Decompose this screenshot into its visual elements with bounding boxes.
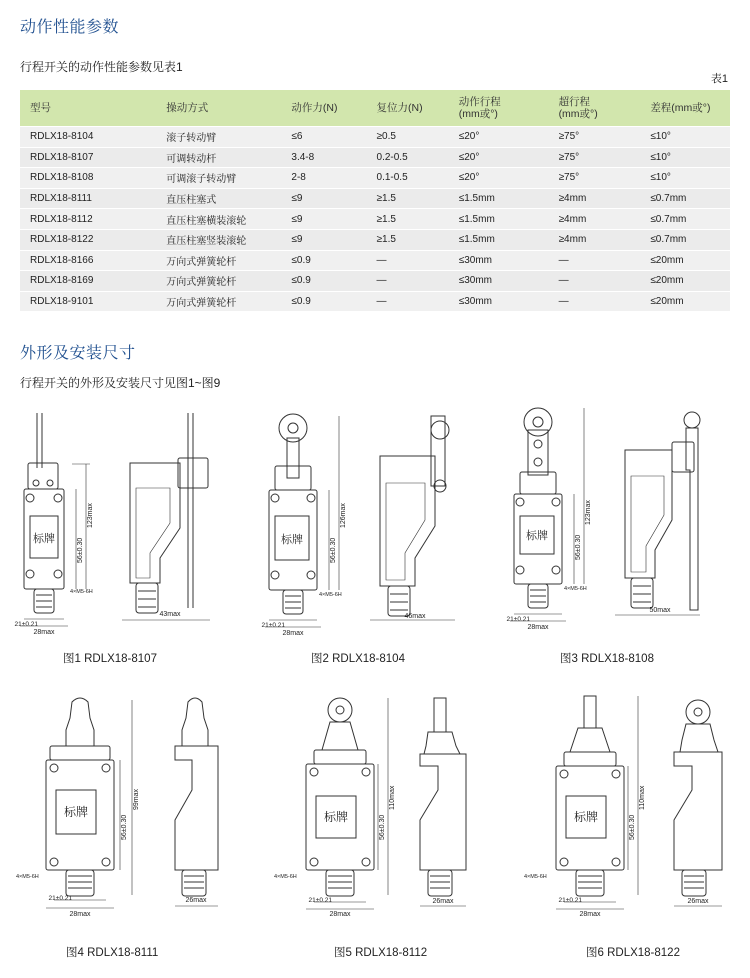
fig1-w28: 28max [33,629,55,636]
table-cell: RDLX18-8107 [20,147,156,168]
table-row [20,209,730,230]
fig4-w28: 28max [69,911,91,918]
table-cell: — [549,291,641,311]
fig3-w28: 28max [527,624,549,631]
table-cell: 0.2-0.5 [367,147,449,168]
table-cell: ≤9 [281,229,366,250]
fig6-width: 26max [687,898,709,905]
fig5-height: 110max [389,785,396,810]
fig5-screw: 4×M5-6H [274,874,297,880]
table-header-cell: 动作力(N) [281,90,366,127]
figure-3-drawing [500,400,740,635]
table-row [20,147,730,168]
table-cell: ≥4mm [549,188,641,209]
fig3-width: 50max [649,607,671,614]
table-cell: 直压柱塞式 [156,188,281,209]
caption-fig5: 图5 RDLX18-8112 [334,947,428,959]
table-cell: 2-8 [281,168,366,189]
figure-1-drawing [10,408,240,638]
table-row [20,168,730,189]
section-title-performance: 动作性能参数 [20,19,120,36]
table-cell: ≥4mm [549,229,641,250]
fig2-nameplate: 标牌 [281,534,303,546]
table-cell: ≥1.5 [367,229,449,250]
table-cell: ≤10° [640,147,730,168]
fig1-h56: 56±0.30 [77,537,84,563]
table-cell: 万向式弹簧轮杆 [156,271,281,292]
fig2-screw: 4×M5-6H [319,592,342,598]
table-cell: ≤1.5mm [449,209,549,230]
fig3-nameplate: 标牌 [526,530,548,542]
table-row [20,188,730,209]
fig4-nameplate: 标牌 [63,805,89,819]
table-cell: — [549,250,641,271]
table-cell: ≤20mm [640,250,730,271]
fig4-w21: 21±0.21 [48,895,72,902]
table-cell: RDLX18-8111 [20,188,156,209]
table-row [20,271,730,292]
figure-2-drawing [255,408,485,638]
table-header-cell: 差程(mm或°) [640,90,730,127]
table-cell: 直压柱塞竖装滚轮 [156,229,281,250]
table-cell: 万向式弹簧轮杆 [156,291,281,311]
table-cell: — [549,271,641,292]
caption-fig2: 图2 RDLX18-8104 [311,653,405,665]
fig2-w21: 21±0.21 [261,622,285,629]
caption-fig6: 图6 RDLX18-8122 [586,947,680,959]
table-cell: ≥75° [549,168,641,189]
table-cell: ≤0.7mm [640,229,730,250]
table-cell: 可调滚子转动臂 [156,168,281,189]
table-row [20,127,730,148]
table-cell: — [367,291,449,311]
table-cell: RDLX18-9101 [20,291,156,311]
fig6-w28: 28max [579,911,601,918]
table-cell: ≥1.5 [367,209,449,230]
fig5-h56: 56±0.30 [379,814,386,840]
fig2-h56: 56±0.30 [330,537,337,563]
fig2-w28: 28max [282,630,304,637]
table-cell: 0.1-0.5 [367,168,449,189]
table-cell: RDLX18-8104 [20,127,156,148]
fig1-screw: 4×M5-6H [70,589,93,595]
fig1-w21: 21±0.21 [14,621,38,628]
caption-fig1: 图1 RDLX18-8107 [63,653,157,665]
table-header-cell: 型号 [20,90,156,127]
table-cell: ≥75° [549,147,641,168]
fig5-w21: 21±0.21 [308,897,332,904]
table-cell: 滚子转动臂 [156,127,281,148]
table-cell: RDLX18-8122 [20,229,156,250]
table-cell: ≤20° [449,168,549,189]
fig3-height: 123max [585,500,592,525]
table-cell: 直压柱塞横装滚轮 [156,209,281,230]
table-cell: ≤0.9 [281,250,366,271]
table-cell: ≤30mm [449,291,549,311]
section-title-dimensions: 外形及安装尺寸 [20,345,136,362]
table-cell: ≤0.7mm [640,209,730,230]
table-cell: 3.4-8 [281,147,366,168]
table-cell: ≥75° [549,127,641,148]
table-cell: ≥4mm [549,209,641,230]
figure-5-drawing [260,690,490,920]
table-cell: ≤20mm [640,271,730,292]
table-row [20,229,730,250]
table-header-cell: 操动方式 [156,90,281,127]
fig4-height: 99max [133,788,140,810]
table-intro: 行程开关的动作性能参数见表1 [20,60,183,74]
table-row [20,291,730,311]
table-cell: 可调转动杆 [156,147,281,168]
table-cell: — [367,271,449,292]
table-cell: — [367,250,449,271]
table-header-row [20,90,730,127]
figure-4-drawing [10,690,240,920]
performance-table [20,90,730,311]
table-cell: ≤0.7mm [640,188,730,209]
table-cell: ≤30mm [449,271,549,292]
fig6-screw: 4×M5-6H [524,874,547,880]
table-cell: RDLX18-8112 [20,209,156,230]
fig5-nameplate: 标牌 [323,810,349,824]
fig6-height: 110max [639,785,646,810]
table-cell: ≤0.9 [281,291,366,311]
table-header-cell: 超行程 (mm或°) [549,90,641,127]
fig5-width: 26max [432,898,454,905]
table-cell: ≤10° [640,127,730,148]
table-cell: ≤1.5mm [449,188,549,209]
fig2-width: 46max [404,613,426,620]
table-cell: ≥1.5 [367,188,449,209]
fig1-width: 43max [159,611,181,618]
fig6-nameplate: 标牌 [573,810,599,824]
fig2-height: 126max [340,503,347,528]
table-cell: ≤20° [449,147,549,168]
fig6-w21: 21±0.21 [558,897,582,904]
table-cell: ≤1.5mm [449,229,549,250]
table-cell: ≤9 [281,188,366,209]
fig3-w21: 21±0.21 [506,616,530,623]
table-header-cell: 复位力(N) [367,90,449,127]
table-cell: ≤10° [640,168,730,189]
table-number: 表1 [710,73,728,85]
fig4-h56: 56±0.30 [121,814,128,840]
figure-6-drawing [510,690,740,920]
fig5-w28: 28max [329,911,351,918]
fig4-width: 26max [185,897,207,904]
table-cell: ≤0.9 [281,271,366,292]
fig1-height: 123max [87,503,94,528]
table-cell: ≥0.5 [367,127,449,148]
table-cell: ≤20° [449,127,549,148]
fig6-h56: 56±0.30 [629,814,636,840]
dimensions-intro: 行程开关的外形及安装尺寸见图1~图9 [20,376,221,390]
table-cell: ≤6 [281,127,366,148]
table-row [20,250,730,271]
table-header-cell: 动作行程 (mm或°) [449,90,549,127]
table-cell: RDLX18-8166 [20,250,156,271]
table-cell: RDLX18-8108 [20,168,156,189]
caption-fig4: 图4 RDLX18-8111 [66,947,159,959]
table-cell: 万向式弹簧轮杆 [156,250,281,271]
caption-fig3: 图3 RDLX18-8108 [560,653,654,665]
fig1-nameplate: 标牌 [33,533,55,545]
fig3-h56: 56±0.30 [575,534,582,560]
table-cell: RDLX18-8169 [20,271,156,292]
table-cell: ≤20mm [640,291,730,311]
table-cell: ≤9 [281,209,366,230]
fig4-screw: 4×M5-6H [16,874,39,880]
table-cell: ≤30mm [449,250,549,271]
fig3-screw: 4×M5-6H [564,586,587,592]
